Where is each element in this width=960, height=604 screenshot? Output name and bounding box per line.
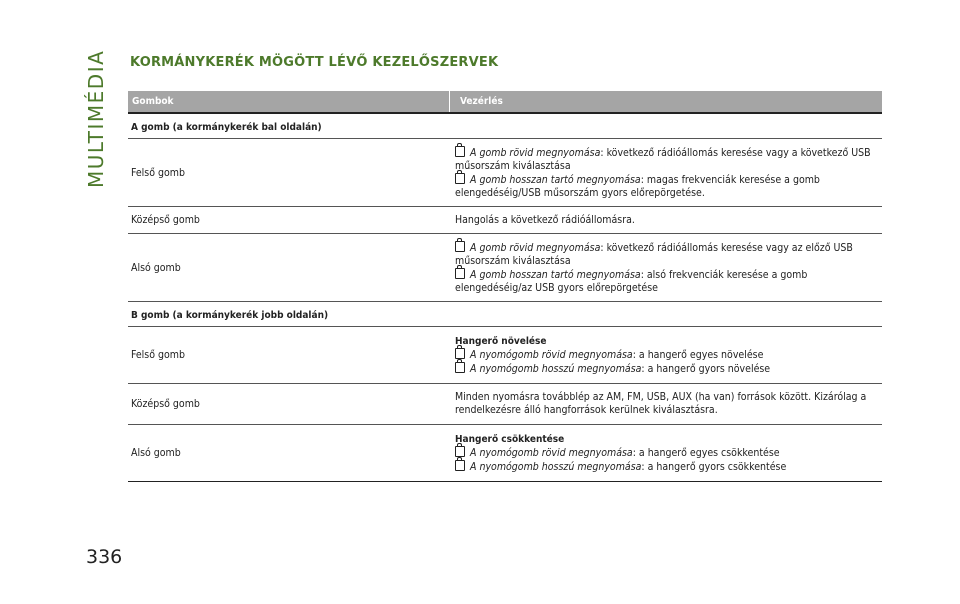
control-description bbox=[455, 241, 882, 295]
button-name: Alsó gomb bbox=[131, 261, 181, 274]
table-row bbox=[128, 384, 882, 425]
button-press-icon bbox=[455, 146, 465, 157]
page-number: 336 bbox=[86, 546, 123, 568]
control-description: Minden nyomásra továbblép az AM, FM, USB, AUX (ha van) források között. Kizárólag a rendelkezésre álló hangforrások kerülnek kiválasztásra. bbox=[455, 391, 867, 416]
bullet-item: A gomb rövid megnyomása: következő rádióállomás keresése vagy a következő USB műsorszám kiválasztása bbox=[455, 146, 871, 172]
table-row bbox=[128, 207, 882, 234]
control-description: Hangolás a következő rádióállomásra. bbox=[455, 213, 635, 226]
page-title: KORMÁNYKERÉK MÖGÖTT LÉVŐ KEZELŐSZERVEK bbox=[130, 55, 499, 70]
button-press-icon bbox=[455, 446, 465, 457]
bullet-item: A gomb rövid megnyomása: következő rádióállomás keresése vagy az előző USB műsorszám kiválasztása bbox=[455, 241, 853, 267]
column-header-buttons: Gombok bbox=[132, 96, 174, 107]
button-name: Felső gomb bbox=[131, 349, 185, 361]
control-description bbox=[455, 433, 882, 474]
button-name: Középső gomb bbox=[131, 398, 200, 410]
button-name: Alsó gomb bbox=[131, 447, 181, 459]
group-row-a: A gomb (a kormánykerék bal oldalán) bbox=[128, 114, 882, 139]
control-description bbox=[455, 146, 882, 200]
button-press-icon bbox=[455, 362, 465, 373]
bullet-item: A nyomógomb rövid megnyomása: a hangerő egyes növelése bbox=[455, 348, 882, 362]
button-press-icon bbox=[455, 460, 465, 471]
table-row bbox=[128, 327, 882, 384]
bullet-item: A nyomógomb hosszú megnyomása: a hangerő gyors növelése bbox=[455, 362, 882, 376]
bullet-item: A nyomógomb rövid megnyomása: a hangerő egyes csökkentése bbox=[455, 446, 882, 460]
group-row-b: B gomb (a kormánykerék jobb oldalán) bbox=[128, 302, 882, 327]
control-description bbox=[455, 335, 882, 376]
bullet-item: A gomb hosszan tartó megnyomása: magas frekvenciák keresése a gomb elengedéséig/USB műsorszám gyors előrepörgetése. bbox=[455, 173, 820, 199]
table-header bbox=[128, 91, 882, 114]
controls-table bbox=[128, 91, 882, 482]
button-press-icon bbox=[455, 268, 465, 279]
column-header-controls: Vezérlés bbox=[449, 91, 882, 112]
section-label: MULTIMÉDIA bbox=[84, 49, 108, 188]
table-row bbox=[128, 425, 882, 482]
button-press-icon bbox=[455, 173, 465, 184]
bullet-item: A nyomógomb hosszú megnyomása: a hangerő gyors csökkentése bbox=[455, 460, 882, 474]
button-name: Középső gomb bbox=[131, 214, 200, 226]
bullet-item: A gomb hosszan tartó megnyomása: alsó frekvenciák keresése a gomb elengedéséig/az USB gyors előrepörgetése bbox=[455, 268, 808, 294]
button-press-icon bbox=[455, 348, 465, 359]
control-heading: Hangerő növelése bbox=[455, 335, 547, 347]
table-row bbox=[128, 234, 882, 302]
button-press-icon bbox=[455, 241, 465, 252]
button-name: Felső gomb bbox=[131, 166, 185, 179]
control-heading: Hangerő csökkentése bbox=[455, 433, 565, 445]
table-row bbox=[128, 139, 882, 207]
